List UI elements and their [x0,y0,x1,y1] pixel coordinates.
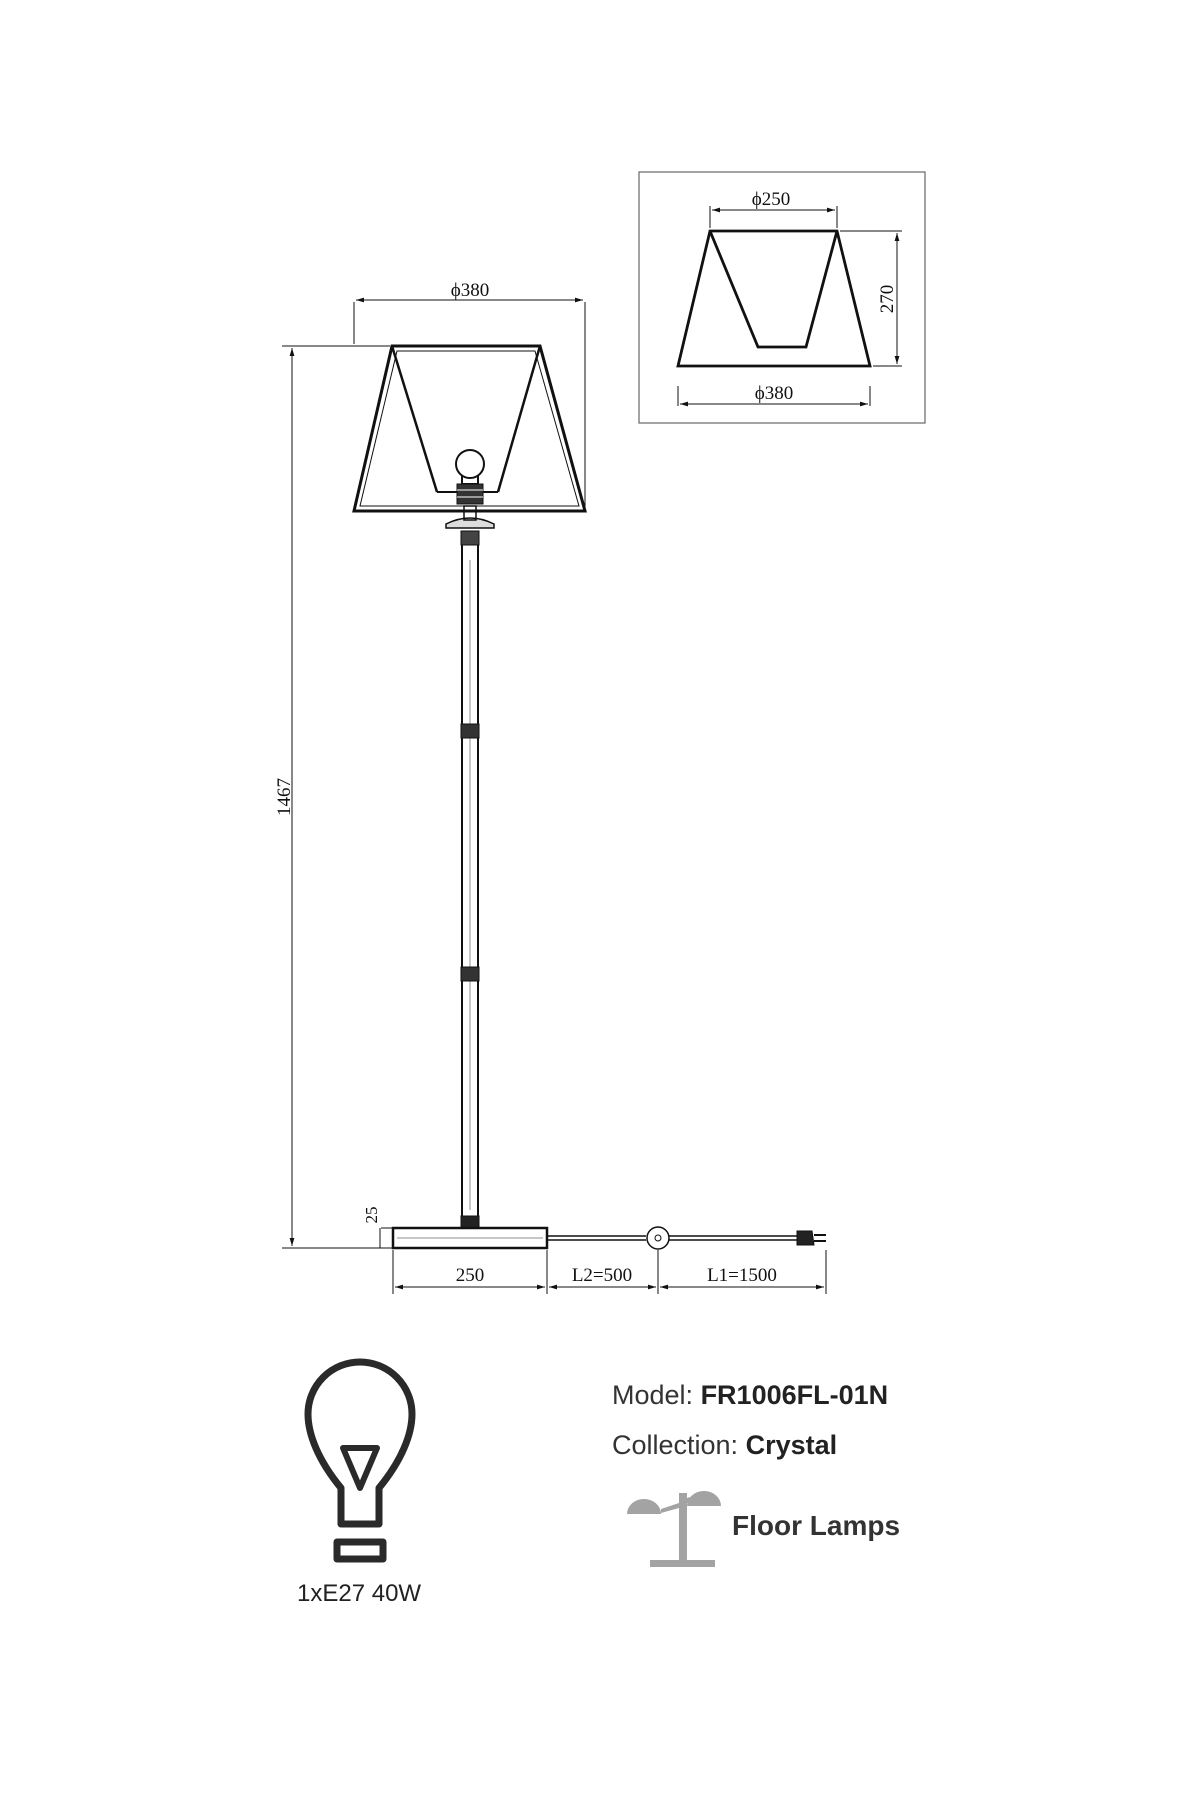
main-dimensions [282,300,826,1294]
collection-line [612,1430,837,1461]
shade-diameter-label: ϕ380 [450,280,490,301]
lamp-stem [461,531,479,1228]
model-line [612,1380,888,1411]
power-cable [547,1227,826,1249]
lamp-bulb [456,450,484,484]
collection-value: Crystal [745,1430,838,1460]
inline-switch [647,1227,669,1249]
floor-lamp-icon [627,1491,721,1567]
detail-height-label: 270 [877,284,898,314]
category-label: Floor Lamps [732,1510,901,1541]
detail-top-diameter-label: ϕ250 [751,189,791,210]
collection-label: Collection: [612,1430,739,1460]
detail-bottom-diameter-label: ϕ380 [754,383,794,404]
light-bulb-icon [308,1362,412,1559]
power-plug [797,1231,814,1245]
base-thickness-label: 25 [362,1206,381,1224]
model-value: FR1006FL-01N [700,1380,889,1410]
base-width-label: 250 [455,1265,485,1286]
model-label: Model: [612,1380,694,1410]
lamp-base [393,1228,547,1248]
cable-l1-label: L1=1500 [707,1265,777,1286]
cable-l2-label: L2=500 [571,1265,633,1286]
overall-height-label: 1467 [274,778,295,816]
lamp-elevation [354,346,826,1249]
bulb-spec-label: 1xE27 40W [297,1580,422,1607]
